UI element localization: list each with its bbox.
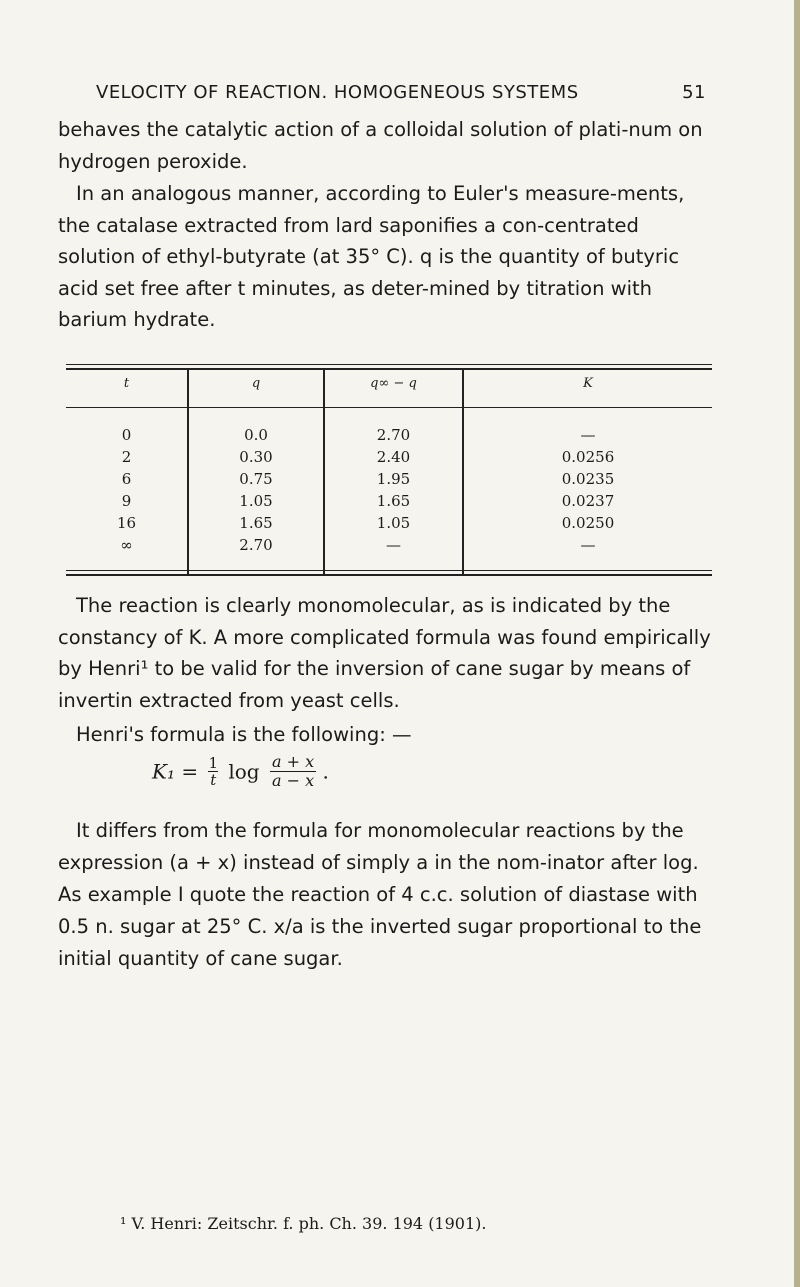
table-cell: 0.0250 — [561, 514, 615, 532]
henri-formula: K₁ = $\frac{1}{t}$ log $\frac{a + x}{a - x}$ . — [152, 752, 329, 790]
footnote: ¹ V. Henri: Zeitschr. f. ph. Ch. 39. 194 (1901). — [120, 1214, 487, 1233]
page-edge — [794, 0, 800, 1287]
table-cell: 0 — [121, 426, 132, 444]
paragraph-3: The reaction is clearly monomolecular, as is indicated by the constancy of K. A more complicated formula was found empirically by Henri¹ to be valid for the inversion of cane sugar by means of invertin extracted from yeast cells. — [58, 594, 711, 712]
table-cell: 0.0235 — [561, 470, 615, 488]
paragraph-4: Henri's formula is the following: — — [76, 723, 412, 746]
formula-numerator: a + x — [271, 752, 315, 771]
formula-one: 1 — [208, 754, 218, 772]
table-cell: 1.95 — [376, 470, 411, 488]
table-cell: 6 — [121, 470, 132, 488]
formula-inverse-t — [208, 755, 218, 788]
paragraph-1: behaves the catalytic action of a colloidal solution of plati-num on hydrogen peroxide. — [58, 118, 703, 173]
table-cell: 1.65 — [239, 514, 273, 532]
table-cell: 0.0 — [244, 426, 268, 444]
formula-denominator: a − x — [271, 771, 315, 790]
table-cell: — — [580, 426, 596, 444]
table-cell: 2 — [121, 448, 132, 466]
table-cell: 1.65 — [376, 492, 411, 510]
running-header — [96, 82, 706, 103]
formula-log: log — [228, 759, 260, 784]
table-cell: 2.70 — [239, 536, 273, 554]
paragraph-5: It differs from the formula for monomolecular reactions by the expression (a + x) instead of simply a in the nom-inator after log. As example I quote the reaction of 4 c.c. solution of diastase with 0.5 n. sugar at 25° C. x/a is the inverted sugar proportional to the initial quantity of cane sugar. — [58, 819, 702, 970]
header-q: q — [251, 376, 261, 391]
table-cell: 1.05 — [239, 492, 273, 510]
formula-fraction — [270, 753, 316, 790]
table-cell: 9 — [121, 492, 132, 510]
table-cell: 2.40 — [376, 448, 411, 466]
formula-lhs: K₁ = — [152, 759, 199, 784]
column-q — [189, 424, 323, 556]
running-title: VELOCITY OF REACTION. HOMOGENEOUS SYSTEMS — [96, 82, 579, 103]
table-cell: ∞ — [120, 536, 133, 554]
table-cell: 0.75 — [239, 470, 273, 488]
column-q-inf-minus-q — [325, 424, 462, 556]
paragraph-2: In an analogous manner, according to Euler's measure-ments, the catalase extracted from lard saponifies a con-centrated solution of ethyl-butyrate (at 35° C). q is the quantity of butyric acid set free after t minutes, as deter-mined by titration with barium hydrate. — [58, 182, 685, 331]
page-number: 51 — [682, 82, 706, 103]
table-cell: 0.30 — [239, 448, 273, 466]
table-cell: 0.0237 — [561, 492, 615, 510]
table-cell: 0.0256 — [561, 448, 615, 466]
header-k: K — [583, 376, 593, 391]
table-cell: 2.70 — [376, 426, 411, 444]
column-k — [464, 424, 712, 556]
header-q-inf-minus-q: q∞ − q — [370, 376, 417, 391]
table-cell: — — [580, 536, 596, 554]
header-t: t — [123, 376, 130, 391]
table-cell: 16 — [116, 514, 137, 532]
column-t — [66, 424, 187, 556]
table-cell: 1.05 — [376, 514, 411, 532]
table-cell: — — [386, 536, 401, 554]
formula-t: t — [210, 771, 217, 789]
